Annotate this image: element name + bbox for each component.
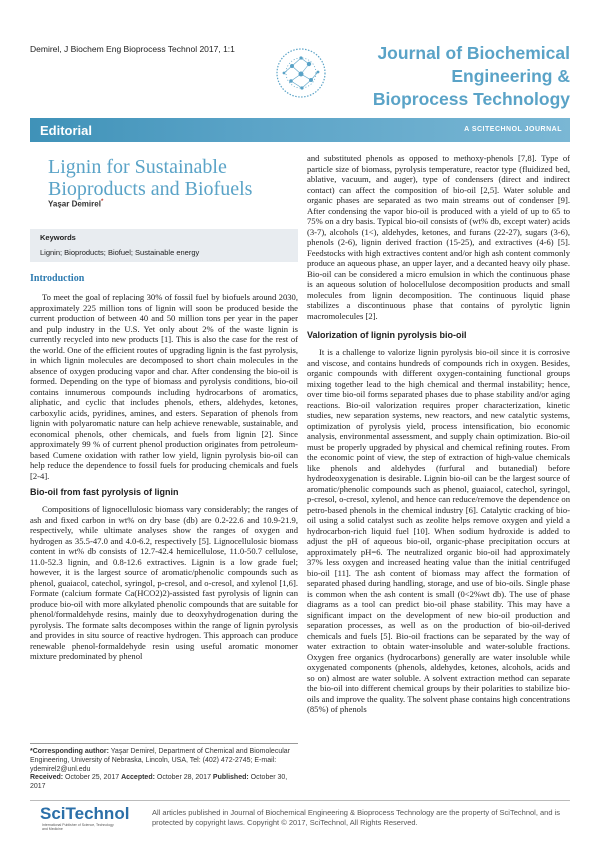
received-date: October 25, 2017 — [65, 774, 120, 781]
biooil-paragraph: Compositions of lignocellulosic biomass vary considerably; the ranges of ash and fixed carbon in wt% on dry base (db) are 0.2-22.6 and 10.9-21.9, respectively, while ultimate analyses show the ranges of oxygen and hydrogen as 35.5-47.0 and 4.0-6.2, respectively [5]. Lignocellulosic biomass content in wt% db consists of 12.7-42.4 hemicellulose, 11.0-50.7 cellulose, 11.0-52.3 lignin, and 0.8-12.6 extractives. Lignin is a low grade fuel; however, it is the largest source of aromatic/phenolic compounds such as phenol, guaiacol, catechol, syringol, p-cresol, and o-cresol, and xylenol [1,6]. Formate (calcium formate Ca(HCO2)2)-assisted fast pyrolysis of lignin can produce bio-oil with more alkylated phenolic compounds that are suitable for phenol/formaldehyde resins, mainly due to deoxyhydrogenation during the pyrolysis. The formate salts decomposes within the range of lignin pyrolysis and provides in situ source of reactive hydrogen. This approach can produce renewable phenol-formaldehyde resin using useful aromatic monomer mixture predominated by phenol — [30, 504, 298, 661]
intro-heading: Introduction — [30, 273, 85, 284]
left-column — [30, 273, 298, 662]
journal-line-1: Journal of Biochemical — [377, 43, 570, 63]
author-name: Yaşar Demirel — [48, 199, 101, 209]
section-heading-biooil: Bio-oil from fast pyrolysis of lignin — [30, 487, 179, 497]
intro-paragraph: To meet the goal of replacing 30% of fossil fuel by biofuels around 2030, approximately 225 million tons of lignin will soon be produced beside the current production of between 40 and 50 million tons per year in the paper and pulp industry in the U.S. Yet only about 2% of the waste lignin is currently recycled into new products [1]. This is also the case for the rest of the world. One of the efficient routes of upgrading lignin is the fast pyrolysis, in which lignin molecules are decomposed to short chain molecules in the absence of oxygen producing vapor and char. After condensing the bio-oil is formed. Depending on the type of biomass and pyrolysis conditions, bio-oil contains innumerous compounds including hydrocarbons of aromatics, aliphatic, and cyclic that includes phenols, ethers, aldehydes, ketones, carboxylic acids, pyridines, amines, and esters. Separation of phenols from lignin with polyaromatic nature can help achieve renewable, sustainable, and economical phenols, other chemicals, and fuels from lignin [2]. Since approximately 99 % of current phenol production originates from petroleum-based Cumene oxidation with rather low yield, lignin pyrolysis bio-oil can help reduce the dependence to fossil fuels for producing chemicals and fuels [2-4]. — [30, 292, 298, 481]
corresponding-author — [30, 747, 298, 774]
continued-paragraph: and substituted phenols as opposed to methoxy-phenols [7,8]. Type of particle size of biomass, pyrolysis temperature, reactor type (fluidized bed, ablative, vacuum, and auger), type of condensers (direct and indirect contact) can affect the composition of bio-oil [2,5]. Water soluble and organic phases are separated as two main streams out of condenser [9]. After condensing the vapor bio-oil is produced with a yield of up to 65 to 75% on a dry basis. Typical bio-oil consists of (wt% db, except water) acids (3-7), alcohols (1<), aldehydes, ketones, and furans (22-27), sugars (3-6), phenols (2-6), lignin derived fraction (15-25), and extractives (4-6) [5]. Feedstocks with high extractives content and/or high ash content commonly produce an aqueous phase, an upper layer, and a decanted heavy oily phase. Bio-oil can be considered a micro emulsion in which the continuous phase is an aqueous solution of holocellulose decomposition products and small molecules from lignin decomposition. The continuous liquid phase stabilizes a discontinuous phase that contains of pyrolytic lignin macromolecules [2]. — [307, 153, 570, 321]
author-mark: * — [100, 199, 104, 205]
footer-divider — [30, 800, 570, 801]
copyright-notice: All articles published in Journal of Biochemical Engineering & Bioprocess Technology are the property of SciTechnol, and is protected by copyright laws. Copyright © 2017, SciTechnol, All Rights Reserved. — [152, 808, 561, 827]
corr-label: *Corresponding author: — [30, 748, 109, 755]
keywords-heading: Keywords — [40, 233, 76, 242]
journal-line-2: Engineering & — [451, 66, 570, 86]
valorization-paragraph: It is a challenge to valorize lignin pyrolysis bio-oil since it is corrosive and viscose, and contains hundreds of compounds rich in oxygen. Besides, organic compounds with different oxygen-containing functional groups mixing together lead to the high chemical and thermal instability; hence, over time bio-oil forms separated phases due to phase stability and/or aging reactions. Bio-oil valorization requires proper characterization, kinetic studies, new separation systems, new reactors, and new catalytic systems, optimization of pyrolysis yield, process intensification, bio economic analysis, environmental assessment, and supply chain optimization. Bio-oil must be properly upgraded by physical and chemical refining routes. From the economic point of view, the step of extraction of high-value chemicals like phenols and aldehydes (furfural and butanedial) before hydrodeoxygenation is desirable. Lignin bio-oil can be the largest source of aromatic/phenolic compounds such as phenol, guaiacol, catechol, syringol, p-cresol, o-cresol, xylenol, and hence can reduce/remove the dependence on petro-based phenols in the chemical industry [6]. Catalytic cracking of bio-oil using a solid catalyst such as zeolite helps remove oxygen and yield a hydrocarbon-rich liquid fuel [10]. When sodium hydroxide is added to adjust the pH of aqueous bio-oil, organic-phase precipitation occurs at approximately pH=6. The neutralized organic bio-oil had approximately 37% less oxygen and increased heating value than the initial centrifuged bio-oil [11]. The ash content of biomass may affect the formation of separated phased during handling, storage, and use of bio-oils. Single phase is common when the ash content is small (0<2%wt db). The use of phase diagrams as a tool can predict bio-oil phase stability. This may have a significant impact on the development of new bio-oil production and separation processes, as well as on the production of bio-oil-derived chemicals and fuels [5]. Bio-oil fractions can be separated by the way of water extraction to obtain water-insoluble and water-soluble fractions. Oxygen free organics (hydrocarbons) generally are water insoluble while oxygenated components (phenols, aldehydes, ketones, alcohols, acids and so on) almost are water soluble. A solvent extraction method can separate the bio-oil into different chemical groups by their polarities to stabilize bio-oils and improve the quality. The solvent phase contains high concentrations (85%) of phenols — [307, 347, 570, 714]
title-line-1: Lignin for Sustainable — [48, 156, 227, 178]
citation: Demirel, J Biochem Eng Bioprocess Technol 2017, 1:1 — [30, 44, 235, 54]
corr-text: Yaşar Demirel, Department of Chemical and Biomolecular Engineering, University of Nebraska, Lincoln, USA, Tel: (402) 472-2745; E-mail: ydemirel2@unl.edu — [30, 748, 291, 773]
journal-line-3: Bioprocess Technology — [372, 89, 570, 109]
keywords-box — [30, 229, 298, 262]
article-dates — [30, 773, 298, 791]
scitechnol-logo: SciTechnol — [40, 804, 130, 823]
section-banner — [30, 118, 570, 142]
footnote-divider — [30, 743, 298, 744]
banner-tagline: A SCITECHNOL JOURNAL — [464, 126, 562, 133]
published-label: Published: — [212, 774, 249, 781]
accepted-label: Accepted: — [121, 774, 155, 781]
journal-title — [310, 42, 570, 111]
section-heading-valorization: Valorization of lignin pyrolysis bio-oil — [307, 330, 467, 340]
title-line-2: Bioproducts and Biofuels — [48, 178, 253, 200]
published-date: October 30, 2017 — [30, 774, 288, 790]
received-label: Received: — [30, 774, 64, 781]
scitechnol-tagline: International Publisher of Science, Technology and Medicine — [42, 823, 114, 831]
article-title — [48, 156, 288, 200]
accepted-date: October 28, 2017 — [156, 774, 211, 781]
author — [48, 199, 103, 209]
right-column — [307, 153, 570, 715]
keywords-text: Lignin; Bioproducts; Biofuel; Sustainable energy — [40, 248, 200, 257]
banner-label: Editorial — [40, 123, 93, 138]
